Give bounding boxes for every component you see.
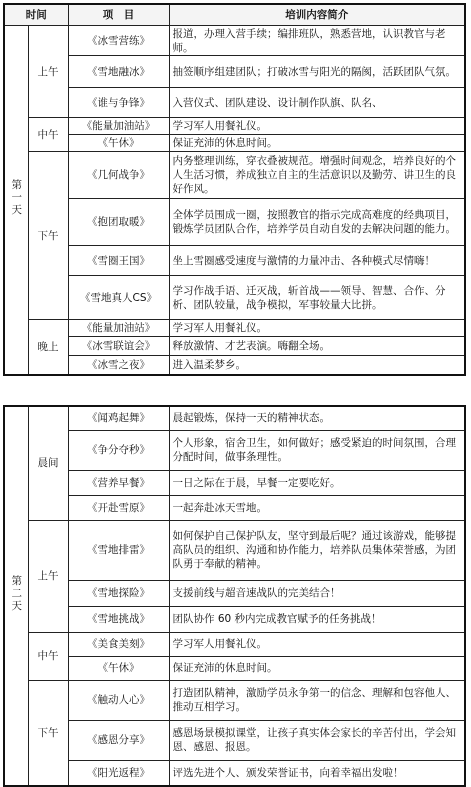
table-row	[4, 152, 465, 199]
table-row	[4, 470, 465, 495]
table-row	[4, 632, 465, 656]
table-row	[4, 606, 465, 632]
table-separator	[0, 392, 471, 402]
activity-name: 《谁与争锋》	[68, 88, 169, 118]
activity-name: 《能量加油站》	[68, 320, 169, 337]
period-label: 上午	[28, 26, 68, 118]
activity-description: 释放激情、才艺表演。嗨翻全场。	[169, 337, 465, 356]
table-row	[4, 656, 465, 680]
activity-description: 内务整理训练，穿衣叠被规范。增强时间观念，培养良好的个人生活习惯，养成独立自主的生活意识以及勤劳、讲卫生的良好作风。	[169, 152, 465, 199]
activity-name: 《开赴雪原》	[68, 495, 169, 520]
activity-description: 学习军人用餐礼仪。	[169, 320, 465, 337]
activity-description: 个人形象，宿舍卫生，如何做好；感受紧迫的时间氛围，合理分配时间，做事条理性。	[169, 430, 465, 470]
activity-name: 《能量加油站》	[68, 118, 169, 135]
table-row	[4, 337, 465, 356]
activity-description: 晨起锻炼，保持一天的精神状态。	[169, 406, 465, 430]
table-row	[4, 199, 465, 246]
activity-name: 《雪地排雷》	[68, 520, 169, 580]
activity-name: 《雪地融冰》	[68, 56, 169, 88]
activity-description: 感恩场景模拟课堂，让孩子真实体会家长的辛苦付出，学会知恩、感恩、报恩。	[169, 720, 465, 760]
schedule-table-day2	[3, 405, 466, 787]
activity-name: 《美食美刻》	[68, 632, 169, 656]
activity-description: 学习作战手语、迁灭战，斩首战——领导、智慧、合作、分析、团队较量，战争模拟，军事较量大比拼。	[169, 276, 465, 320]
activity-description: 一日之际在于晨，早餐一定要吃好。	[169, 470, 465, 495]
activity-name: 《雪圈王国》	[68, 246, 169, 276]
period-label: 晚上	[28, 320, 68, 375]
activity-description: 支援前线与超音速战队的完美结合！	[169, 580, 465, 606]
header-content: 培训内容简介	[169, 4, 465, 26]
table-row	[4, 580, 465, 606]
table-row	[4, 56, 465, 88]
activity-description: 一起奔赴冰天雪地。	[169, 495, 465, 520]
table-row	[4, 26, 465, 56]
table-row	[4, 760, 465, 786]
activity-name: 《午休》	[68, 656, 169, 680]
activity-name: 《争分夺秒》	[68, 430, 169, 470]
day-label: 第二天	[4, 406, 28, 786]
table-row	[4, 680, 465, 720]
activity-name: 《雪地探险》	[68, 580, 169, 606]
activity-name: 《闻鸡起舞》	[68, 406, 169, 430]
activity-description: 保证充沛的休息时间。	[169, 135, 465, 152]
table-row	[4, 320, 465, 337]
period-label: 中午	[28, 118, 68, 152]
activity-name: 《抱团取暖》	[68, 199, 169, 246]
activity-description: 评选先进个人、颁发荣誉证书，向着幸福出发啦！	[169, 760, 465, 786]
table-row	[4, 520, 465, 580]
header-time: 时间	[4, 4, 68, 26]
activity-name: 《冰雪联谊会》	[68, 337, 169, 356]
period-label: 晨间	[28, 406, 68, 520]
activity-description: 抽签顺序组建团队；打破冰雪与阳光的隔阂，活跃团队气氛。	[169, 56, 465, 88]
activity-description: 坐上雪圈感受速度与激情的力量冲击、各种模式尽情嗨！	[169, 246, 465, 276]
activity-description: 进入温柔梦乡。	[169, 356, 465, 375]
period-label: 下午	[28, 152, 68, 320]
table-row	[4, 118, 465, 135]
activity-description: 保证充沛的休息时间。	[169, 656, 465, 680]
activity-description: 打造团队精神，激励学员永争第一的信念、理解和包容他人、推动互相学习。	[169, 680, 465, 720]
day-label: 第一天	[4, 26, 28, 375]
activity-description: 如何保护自己保护队友，坚守到最后呢？通过该游戏，能够提高队员的组织、沟通和协作能力，培养队员集体荣誉感，为团队勇于奉献的精神。	[169, 520, 465, 580]
activity-name: 《营养早餐》	[68, 470, 169, 495]
table-row	[4, 430, 465, 470]
activity-name: 《几何战争》	[68, 152, 169, 199]
activity-description: 入营仪式、团队建设、设计制作队旗、队名、	[169, 88, 465, 118]
table-row	[4, 88, 465, 118]
table-row	[4, 135, 465, 152]
activity-description: 全体学员围成一圈，按照教官的指示完成高难度的经典项目，锻炼学员团队合作，培养学员自动自发的去解决问题的能力。	[169, 199, 465, 246]
table-row	[4, 276, 465, 320]
table-row	[4, 406, 465, 430]
table-row	[4, 246, 465, 276]
activity-name: 《雪地挑战》	[68, 606, 169, 632]
schedule-table-day1	[3, 3, 466, 376]
table-row	[4, 720, 465, 760]
activity-description: 学习军人用餐礼仪。	[169, 632, 465, 656]
activity-name: 《感恩分享》	[68, 720, 169, 760]
header-item: 项 目	[68, 4, 169, 26]
table-header-row	[4, 4, 465, 26]
period-label: 中午	[28, 632, 68, 680]
activity-description: 团队协作 60 秒内完成教官赋予的任务挑战！	[169, 606, 465, 632]
activity-description: 学习军人用餐礼仪。	[169, 118, 465, 135]
activity-name: 《触动人心》	[68, 680, 169, 720]
activity-name: 《冰雪营练》	[68, 26, 169, 56]
period-label: 下午	[28, 680, 68, 786]
table-row	[4, 495, 465, 520]
activity-name: 《阳光返程》	[68, 760, 169, 786]
activity-name: 《雪地真人CS》	[68, 276, 169, 320]
activity-name: 《冰雪之夜》	[68, 356, 169, 375]
period-label: 上午	[28, 520, 68, 632]
table-row	[4, 356, 465, 375]
activity-description: 报道，办理入营手续；编排班队，熟悉营地，认识教官与老师。	[169, 26, 465, 56]
activity-name: 《午休》	[68, 135, 169, 152]
